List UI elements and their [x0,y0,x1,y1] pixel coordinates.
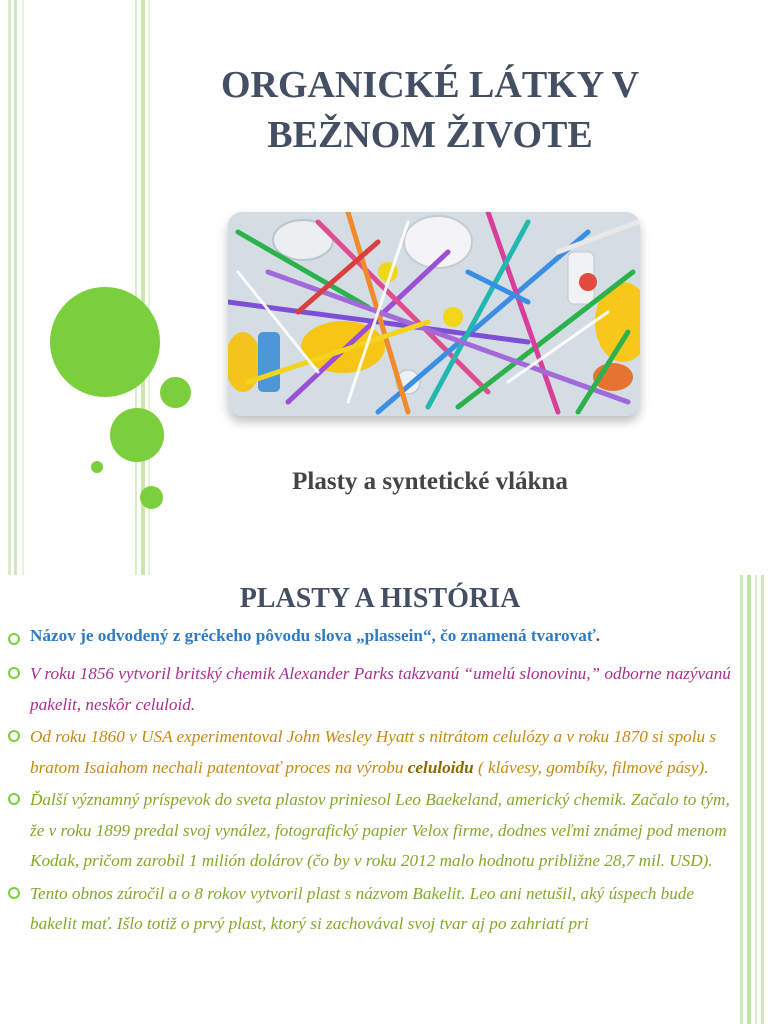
bullet-highlight: celuloidu [407,757,474,777]
bullet-marker-icon [8,633,20,645]
decor-line [740,575,743,1024]
bullet-end: . [595,626,601,645]
bullet-text: Ďalší významný príspevok do sveta plastov priniesol Leo Baekeland, americký chemik. Začalo to tým, že v roku 1899 predal svoj vynález, fotografický papier Velox firme, dodnes veľmi známej pod menom Kodak, pričom zarobil 1 milión dolárov (čo by v roku 2012 malo hodnotu približne 28,7 mil. USD). [30,790,730,870]
bullet-item [8,659,738,720]
bullet-list [8,625,738,942]
decor-line [8,0,11,575]
decor-circle [91,461,103,473]
bullet-marker-icon [8,730,20,742]
slide-title-line2: BEŽNOM ŽIVOTE [267,114,593,156]
decor-line [755,575,757,1024]
bullet-text: Od roku 1860 v USA experimentoval John Wesley Hyatt s nitrátom celulózy a v roku 1870 si spolu s bratom Isaiahom nechali patentovať proces na výrobu [30,727,717,777]
plastic-items-photo [228,212,640,416]
bullet-end: . [190,694,196,714]
decor-line [135,0,137,575]
slide-title-line1: ORGANICKÉ LÁTKY V [220,64,640,106]
slide-title [170,60,690,160]
bullet-item [8,625,738,647]
bullet-item [8,722,738,783]
decor-circle [110,408,164,462]
bullet-marker-icon [8,667,20,679]
bullet-text: Názov je odvodený z gréckeho pôvodu slova „plassein“, čo znamená tvarovať [30,626,596,645]
decor-line [14,0,17,575]
decor-circle [140,486,163,509]
bullet-item [8,785,738,877]
bullet-text: Tento obnos zúročil a o 8 rokov vytvoril plast s názvom Bakelit. Leo ani netušil, aký úspech bude bakelit mať. Išlo totiž o prvý plast, ktorý si zachovával svoj tvar aj po zahriatí pri [30,883,695,933]
bullet-item [8,879,738,940]
plastic-items-illustration [228,212,640,416]
decor-line [22,0,24,575]
bullet-text-post: ( klávesy, gombíky, filmové pásy). [473,757,709,777]
slide-subtitle: Plasty a syntetické vlákna [292,468,568,495]
bullet-text: V roku 1856 vytvoril britský chemik Alexander Parks takzvanú “umelú slonovinu,” odborne nazývanú pakelit, neskôr celuloid [30,664,731,714]
decor-line [761,575,764,1024]
content-slide [0,575,768,1024]
decor-line [747,575,751,1024]
slide-title: PLASTY A HISTÓRIA [239,583,521,614]
decor-circle [160,377,191,408]
bullet-marker-icon [8,793,20,805]
decor-circle [50,287,160,397]
bullet-marker-icon [8,887,20,899]
